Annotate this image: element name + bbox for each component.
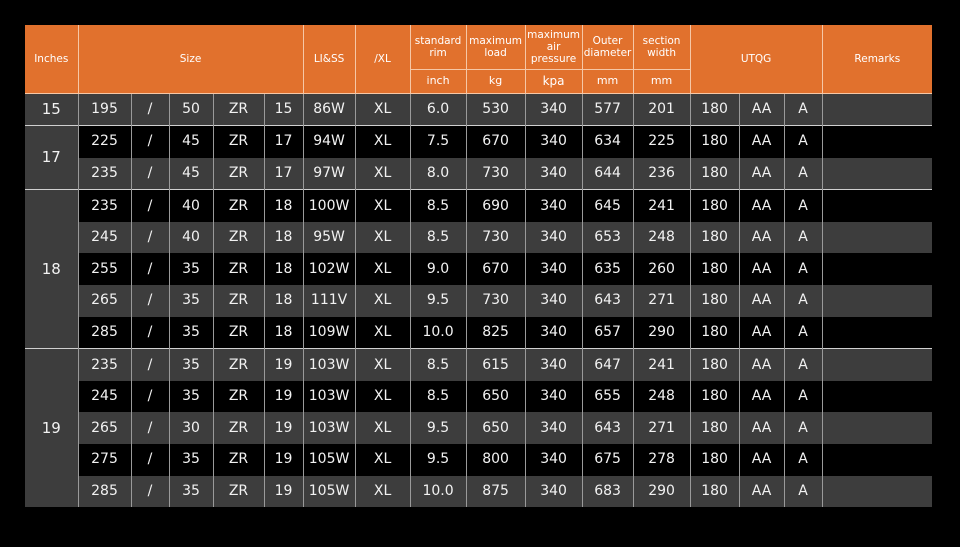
section-width-cell: 278: [633, 444, 690, 476]
utqg-temperature-cell: A: [784, 126, 822, 158]
utqg-traction-cell: AA: [739, 253, 784, 285]
width-cell: 285: [78, 476, 131, 508]
utqg-treadwear-cell: 180: [690, 190, 739, 222]
maximum-load-cell: 530: [466, 93, 525, 126]
outer-diameter-cell: 683: [582, 476, 633, 508]
width-cell: 235: [78, 190, 131, 222]
aspect-cell: 40: [169, 222, 213, 254]
slash-cell: /: [131, 158, 169, 190]
utqg-traction-cell: AA: [739, 126, 784, 158]
construction-cell: ZR: [213, 126, 264, 158]
reinforcement-cell: XL: [355, 317, 410, 349]
section-width-cell: 241: [633, 349, 690, 381]
remarks-cell: [822, 317, 932, 349]
reinforcement-cell: XL: [355, 476, 410, 508]
construction-cell: ZR: [213, 253, 264, 285]
reinforcement-cell: XL: [355, 253, 410, 285]
table-row: [25, 253, 932, 285]
slash-cell: /: [131, 285, 169, 317]
section-width-cell: 201: [633, 93, 690, 126]
aspect-cell: 40: [169, 190, 213, 222]
aspect-cell: 30: [169, 412, 213, 444]
utqg-temperature-cell: A: [784, 476, 822, 508]
unit-load: kg: [466, 69, 525, 93]
construction-cell: ZR: [213, 349, 264, 381]
section-width-cell: 290: [633, 317, 690, 349]
table-row: [25, 93, 932, 126]
remarks-cell: [822, 253, 932, 285]
utqg-treadwear-cell: 180: [690, 412, 739, 444]
header-maximum-air-pressure: maximum air pressure: [525, 25, 582, 69]
table-row: [25, 444, 932, 476]
width-cell: 235: [78, 349, 131, 381]
maximum-load-cell: 650: [466, 381, 525, 413]
table-header: [25, 25, 932, 93]
aspect-cell: 50: [169, 93, 213, 126]
tire-spec-table-container: [25, 25, 932, 517]
rim-cell: 19: [264, 412, 303, 444]
table-body: [25, 93, 932, 507]
construction-cell: ZR: [213, 381, 264, 413]
width-cell: 225: [78, 126, 131, 158]
remarks-cell: [822, 222, 932, 254]
table-row: [25, 190, 932, 222]
load-speed-index-cell: 102W: [303, 253, 355, 285]
load-speed-index-cell: 105W: [303, 444, 355, 476]
construction-cell: ZR: [213, 158, 264, 190]
reinforcement-cell: XL: [355, 222, 410, 254]
outer-diameter-cell: 647: [582, 349, 633, 381]
outer-diameter-cell: 653: [582, 222, 633, 254]
rim-inches-cell: 19: [25, 349, 78, 507]
maximum-load-cell: 650: [466, 412, 525, 444]
maximum-air-pressure-cell: 340: [525, 349, 582, 381]
remarks-cell: [822, 412, 932, 444]
section-width-cell: 290: [633, 476, 690, 508]
utqg-traction-cell: AA: [739, 349, 784, 381]
outer-diameter-cell: 644: [582, 158, 633, 190]
table-row: [25, 317, 932, 349]
section-width-cell: 271: [633, 412, 690, 444]
slash-cell: /: [131, 93, 169, 126]
standard-rim-cell: 8.5: [410, 381, 466, 413]
maximum-load-cell: 670: [466, 253, 525, 285]
outer-diameter-cell: 657: [582, 317, 633, 349]
remarks-cell: [822, 93, 932, 126]
outer-diameter-cell: 675: [582, 444, 633, 476]
utqg-temperature-cell: A: [784, 381, 822, 413]
rim-inches-cell: 18: [25, 190, 78, 349]
header-inches: Inches: [25, 25, 78, 93]
maximum-load-cell: 690: [466, 190, 525, 222]
width-cell: 255: [78, 253, 131, 285]
slash-cell: /: [131, 381, 169, 413]
load-speed-index-cell: 103W: [303, 412, 355, 444]
header-maximum-load: maximum load: [466, 25, 525, 69]
utqg-temperature-cell: A: [784, 158, 822, 190]
slash-cell: /: [131, 253, 169, 285]
slash-cell: /: [131, 412, 169, 444]
outer-diameter-cell: 643: [582, 285, 633, 317]
utqg-treadwear-cell: 180: [690, 285, 739, 317]
header-xl: /XL: [355, 25, 410, 93]
standard-rim-cell: 8.0: [410, 158, 466, 190]
utqg-treadwear-cell: 180: [690, 349, 739, 381]
maximum-load-cell: 730: [466, 285, 525, 317]
rim-cell: 18: [264, 190, 303, 222]
header-size: Size: [78, 25, 303, 93]
slash-cell: /: [131, 476, 169, 508]
utqg-temperature-cell: A: [784, 93, 822, 126]
width-cell: 245: [78, 222, 131, 254]
remarks-cell: [822, 349, 932, 381]
header-utqg: UTQG: [690, 25, 822, 93]
table-row: [25, 126, 932, 158]
header-outer-diameter: Outer diameter: [582, 25, 633, 69]
utqg-temperature-cell: A: [784, 444, 822, 476]
load-speed-index-cell: 103W: [303, 349, 355, 381]
utqg-treadwear-cell: 180: [690, 93, 739, 126]
maximum-load-cell: 800: [466, 444, 525, 476]
load-speed-index-cell: 86W: [303, 93, 355, 126]
slash-cell: /: [131, 349, 169, 381]
remarks-cell: [822, 444, 932, 476]
utqg-traction-cell: AA: [739, 412, 784, 444]
unit-outer-diameter: mm: [582, 69, 633, 93]
construction-cell: ZR: [213, 93, 264, 126]
outer-diameter-cell: 577: [582, 93, 633, 126]
utqg-temperature-cell: A: [784, 253, 822, 285]
load-speed-index-cell: 100W: [303, 190, 355, 222]
utqg-treadwear-cell: 180: [690, 317, 739, 349]
construction-cell: ZR: [213, 412, 264, 444]
construction-cell: ZR: [213, 222, 264, 254]
utqg-traction-cell: AA: [739, 158, 784, 190]
utqg-treadwear-cell: 180: [690, 444, 739, 476]
standard-rim-cell: 9.5: [410, 412, 466, 444]
load-speed-index-cell: 95W: [303, 222, 355, 254]
header-standard-rim: standard rim: [410, 25, 466, 69]
outer-diameter-cell: 655: [582, 381, 633, 413]
maximum-air-pressure-cell: 340: [525, 222, 582, 254]
rim-cell: 18: [264, 285, 303, 317]
tire-spec-table: [25, 25, 932, 507]
maximum-load-cell: 670: [466, 126, 525, 158]
reinforcement-cell: XL: [355, 93, 410, 126]
aspect-cell: 35: [169, 444, 213, 476]
rim-cell: 17: [264, 126, 303, 158]
section-width-cell: 225: [633, 126, 690, 158]
maximum-air-pressure-cell: 340: [525, 476, 582, 508]
maximum-load-cell: 825: [466, 317, 525, 349]
width-cell: 265: [78, 285, 131, 317]
utqg-treadwear-cell: 180: [690, 253, 739, 285]
slash-cell: /: [131, 444, 169, 476]
reinforcement-cell: XL: [355, 349, 410, 381]
header-remarks: Remarks: [822, 25, 932, 93]
maximum-load-cell: 730: [466, 222, 525, 254]
utqg-traction-cell: AA: [739, 93, 784, 126]
maximum-air-pressure-cell: 340: [525, 93, 582, 126]
standard-rim-cell: 8.5: [410, 190, 466, 222]
rim-cell: 18: [264, 317, 303, 349]
maximum-air-pressure-cell: 340: [525, 285, 582, 317]
slash-cell: /: [131, 222, 169, 254]
unit-section-width: mm: [633, 69, 690, 93]
construction-cell: ZR: [213, 285, 264, 317]
remarks-cell: [822, 190, 932, 222]
table-row: [25, 476, 932, 508]
section-width-cell: 248: [633, 222, 690, 254]
table-row: [25, 412, 932, 444]
table-row: [25, 158, 932, 190]
utqg-temperature-cell: A: [784, 317, 822, 349]
section-width-cell: 260: [633, 253, 690, 285]
outer-diameter-cell: 643: [582, 412, 633, 444]
load-speed-index-cell: 103W: [303, 381, 355, 413]
rim-inches-cell: 15: [25, 93, 78, 126]
maximum-air-pressure-cell: 340: [525, 253, 582, 285]
reinforcement-cell: XL: [355, 190, 410, 222]
width-cell: 285: [78, 317, 131, 349]
width-cell: 265: [78, 412, 131, 444]
standard-rim-cell: 9.5: [410, 444, 466, 476]
section-width-cell: 271: [633, 285, 690, 317]
outer-diameter-cell: 634: [582, 126, 633, 158]
remarks-cell: [822, 476, 932, 508]
utqg-traction-cell: AA: [739, 222, 784, 254]
rim-cell: 19: [264, 381, 303, 413]
outer-diameter-cell: 635: [582, 253, 633, 285]
table-row: [25, 349, 932, 381]
section-width-cell: 241: [633, 190, 690, 222]
table-row: [25, 381, 932, 413]
aspect-cell: 35: [169, 317, 213, 349]
maximum-air-pressure-cell: 340: [525, 381, 582, 413]
reinforcement-cell: XL: [355, 412, 410, 444]
standard-rim-cell: 6.0: [410, 93, 466, 126]
utqg-temperature-cell: A: [784, 349, 822, 381]
reinforcement-cell: XL: [355, 158, 410, 190]
utqg-traction-cell: AA: [739, 190, 784, 222]
standard-rim-cell: 8.5: [410, 222, 466, 254]
utqg-traction-cell: AA: [739, 476, 784, 508]
remarks-cell: [822, 381, 932, 413]
maximum-load-cell: 875: [466, 476, 525, 508]
utqg-traction-cell: AA: [739, 285, 784, 317]
rim-cell: 18: [264, 222, 303, 254]
header-liss: LI&SS: [303, 25, 355, 93]
aspect-cell: 35: [169, 476, 213, 508]
rim-cell: 18: [264, 253, 303, 285]
construction-cell: ZR: [213, 444, 264, 476]
utqg-treadwear-cell: 180: [690, 158, 739, 190]
standard-rim-cell: 8.5: [410, 349, 466, 381]
maximum-load-cell: 615: [466, 349, 525, 381]
rim-cell: 19: [264, 444, 303, 476]
aspect-cell: 35: [169, 253, 213, 285]
utqg-temperature-cell: A: [784, 190, 822, 222]
unit-pressure: kpa: [525, 69, 582, 93]
rim-cell: 19: [264, 476, 303, 508]
maximum-load-cell: 730: [466, 158, 525, 190]
maximum-air-pressure-cell: 340: [525, 190, 582, 222]
utqg-treadwear-cell: 180: [690, 381, 739, 413]
section-width-cell: 236: [633, 158, 690, 190]
standard-rim-cell: 10.0: [410, 476, 466, 508]
utqg-traction-cell: AA: [739, 317, 784, 349]
reinforcement-cell: XL: [355, 444, 410, 476]
load-speed-index-cell: 94W: [303, 126, 355, 158]
utqg-traction-cell: AA: [739, 381, 784, 413]
standard-rim-cell: 10.0: [410, 317, 466, 349]
rim-cell: 17: [264, 158, 303, 190]
maximum-air-pressure-cell: 340: [525, 126, 582, 158]
aspect-cell: 45: [169, 126, 213, 158]
slash-cell: /: [131, 190, 169, 222]
load-speed-index-cell: 97W: [303, 158, 355, 190]
unit-rim: inch: [410, 69, 466, 93]
utqg-temperature-cell: A: [784, 412, 822, 444]
reinforcement-cell: XL: [355, 381, 410, 413]
rim-cell: 19: [264, 349, 303, 381]
width-cell: 245: [78, 381, 131, 413]
width-cell: 275: [78, 444, 131, 476]
header-section-width: section width: [633, 25, 690, 69]
reinforcement-cell: XL: [355, 285, 410, 317]
utqg-temperature-cell: A: [784, 285, 822, 317]
construction-cell: ZR: [213, 317, 264, 349]
table-row: [25, 285, 932, 317]
load-speed-index-cell: 105W: [303, 476, 355, 508]
utqg-traction-cell: AA: [739, 444, 784, 476]
construction-cell: ZR: [213, 476, 264, 508]
maximum-air-pressure-cell: 340: [525, 444, 582, 476]
standard-rim-cell: 7.5: [410, 126, 466, 158]
section-width-cell: 248: [633, 381, 690, 413]
maximum-air-pressure-cell: 340: [525, 158, 582, 190]
width-cell: 195: [78, 93, 131, 126]
construction-cell: ZR: [213, 190, 264, 222]
aspect-cell: 45: [169, 158, 213, 190]
maximum-air-pressure-cell: 340: [525, 412, 582, 444]
standard-rim-cell: 9.5: [410, 285, 466, 317]
rim-cell: 15: [264, 93, 303, 126]
standard-rim-cell: 9.0: [410, 253, 466, 285]
remarks-cell: [822, 158, 932, 190]
aspect-cell: 35: [169, 349, 213, 381]
aspect-cell: 35: [169, 381, 213, 413]
utqg-treadwear-cell: 180: [690, 476, 739, 508]
remarks-cell: [822, 285, 932, 317]
rim-inches-cell: 17: [25, 126, 78, 190]
load-speed-index-cell: 111V: [303, 285, 355, 317]
utqg-temperature-cell: A: [784, 222, 822, 254]
width-cell: 235: [78, 158, 131, 190]
aspect-cell: 35: [169, 285, 213, 317]
slash-cell: /: [131, 317, 169, 349]
maximum-air-pressure-cell: 340: [525, 317, 582, 349]
outer-diameter-cell: 645: [582, 190, 633, 222]
utqg-treadwear-cell: 180: [690, 222, 739, 254]
slash-cell: /: [131, 126, 169, 158]
utqg-treadwear-cell: 180: [690, 126, 739, 158]
table-row: [25, 222, 932, 254]
load-speed-index-cell: 109W: [303, 317, 355, 349]
reinforcement-cell: XL: [355, 126, 410, 158]
remarks-cell: [822, 126, 932, 158]
